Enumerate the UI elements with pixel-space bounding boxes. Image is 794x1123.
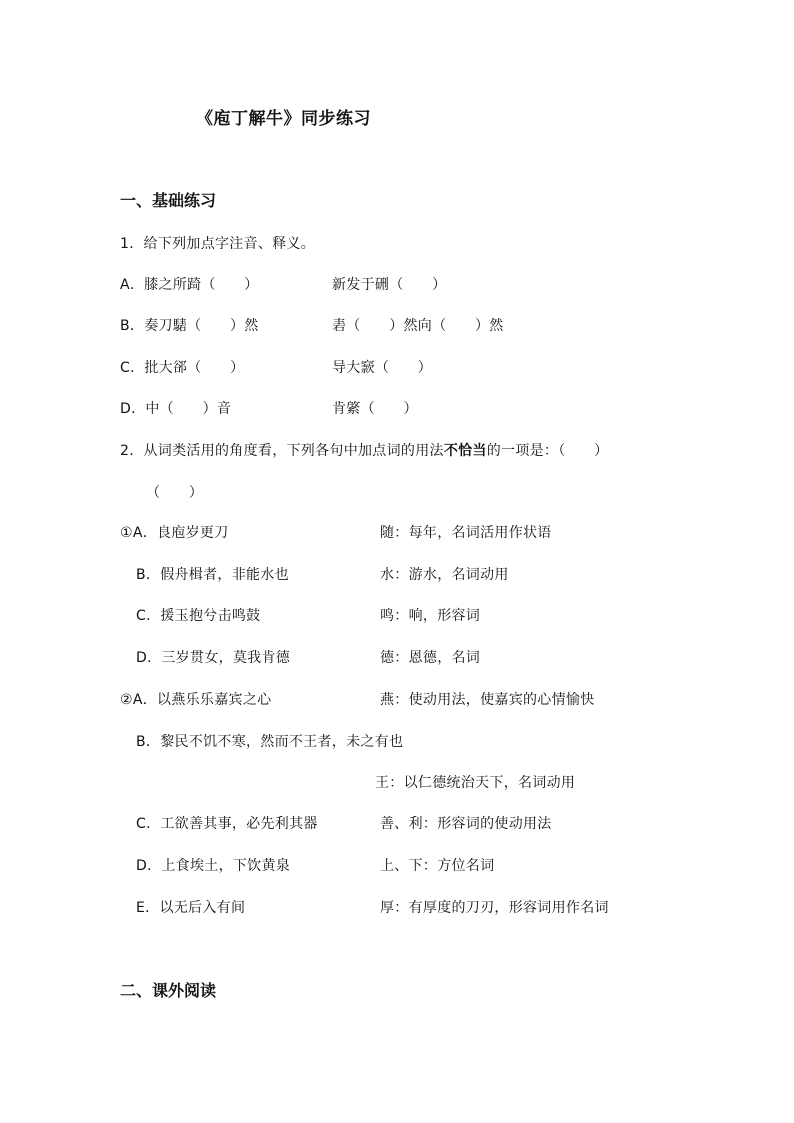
- q1-option-c-left: C．批大郤（ ）: [120, 360, 245, 376]
- q2-g2-d-left: D．上食埃土，下饮黄泉: [136, 858, 291, 874]
- q2-g2-a-left: ②A．以燕乐乐嘉宾之心: [120, 692, 272, 708]
- q2-g1-c-right: 鸣：响，形容词: [380, 608, 481, 624]
- q2-g2-c-left: C．工欲善其事，必先利其器: [136, 816, 318, 832]
- q2-stem-emphasis: 不恰当: [443, 443, 487, 459]
- q1-option-a-right: 新发于硎（ ）: [332, 277, 447, 293]
- q2-g1-b-left: B．假舟楫者，非能水也: [136, 567, 289, 583]
- q1-option-d-right: 肯綮（ ）: [332, 401, 418, 417]
- q2-g1-d-left: D．三岁贯女，莫我肯德: [136, 650, 291, 666]
- q2-g2-d-right: 上、下：方位名词: [380, 858, 495, 874]
- q1-option-a-left: A．膝之所踦（ ）: [120, 277, 259, 293]
- q1-option-b-right: 砉（ ）然向（ ）然: [332, 318, 504, 334]
- q2-g2-b-left: B．黎民不饥不寒，然而不王者，未之有也: [136, 734, 404, 750]
- q1-option-c-right: 导大窾（ ）: [332, 360, 433, 376]
- q2-g2-e-right: 厚：有厚度的刀刃，形容词用作名词: [380, 900, 609, 916]
- q2-g1-b-right: 水：游水，名词动用: [380, 567, 509, 583]
- q1-option-d-left: D．中（ ）音: [120, 401, 232, 417]
- q1-option-b-left: B．奏刀騞（ ）然: [120, 318, 259, 334]
- question-1-stem: 1．给下列加点字注音、释义。: [120, 236, 316, 252]
- q2-g1-d-right: 德：恩德，名词: [380, 650, 481, 666]
- q2-g2-c-right: 善、利：形容词的使动用法: [380, 816, 552, 832]
- page-title: 《庖丁解牛》同步练习: [196, 109, 371, 129]
- q2-g1-a-right: 随：每年，名词活用作状语: [380, 525, 552, 541]
- question-2-stem: [120, 440, 608, 460]
- q2-g1-a-left: ①A．良庖岁更刀: [120, 525, 229, 541]
- q2-g2-b-right: 王：以仁德统治天下，名词动用: [375, 775, 576, 791]
- q2-stem-suffix: 的一项是：（ ）: [486, 443, 609, 459]
- q2-g1-c-left: C．援玉抱兮击鸣鼓: [136, 608, 261, 624]
- section-heading-basic-practice: 一、基础练习: [120, 191, 217, 210]
- q2-g2-a-right: 燕：使动用法，使嘉宾的心情愉快: [380, 692, 595, 708]
- q2-g2-e-left: E．以无后入有间: [136, 900, 246, 916]
- q2-stem-prefix: 2．从词类活用的角度看，下列各句中加点词的用法: [120, 443, 444, 459]
- section-heading-extracurricular-reading: 二、课外阅读: [120, 981, 217, 1000]
- q2-answer-blank: （ ）: [146, 485, 204, 501]
